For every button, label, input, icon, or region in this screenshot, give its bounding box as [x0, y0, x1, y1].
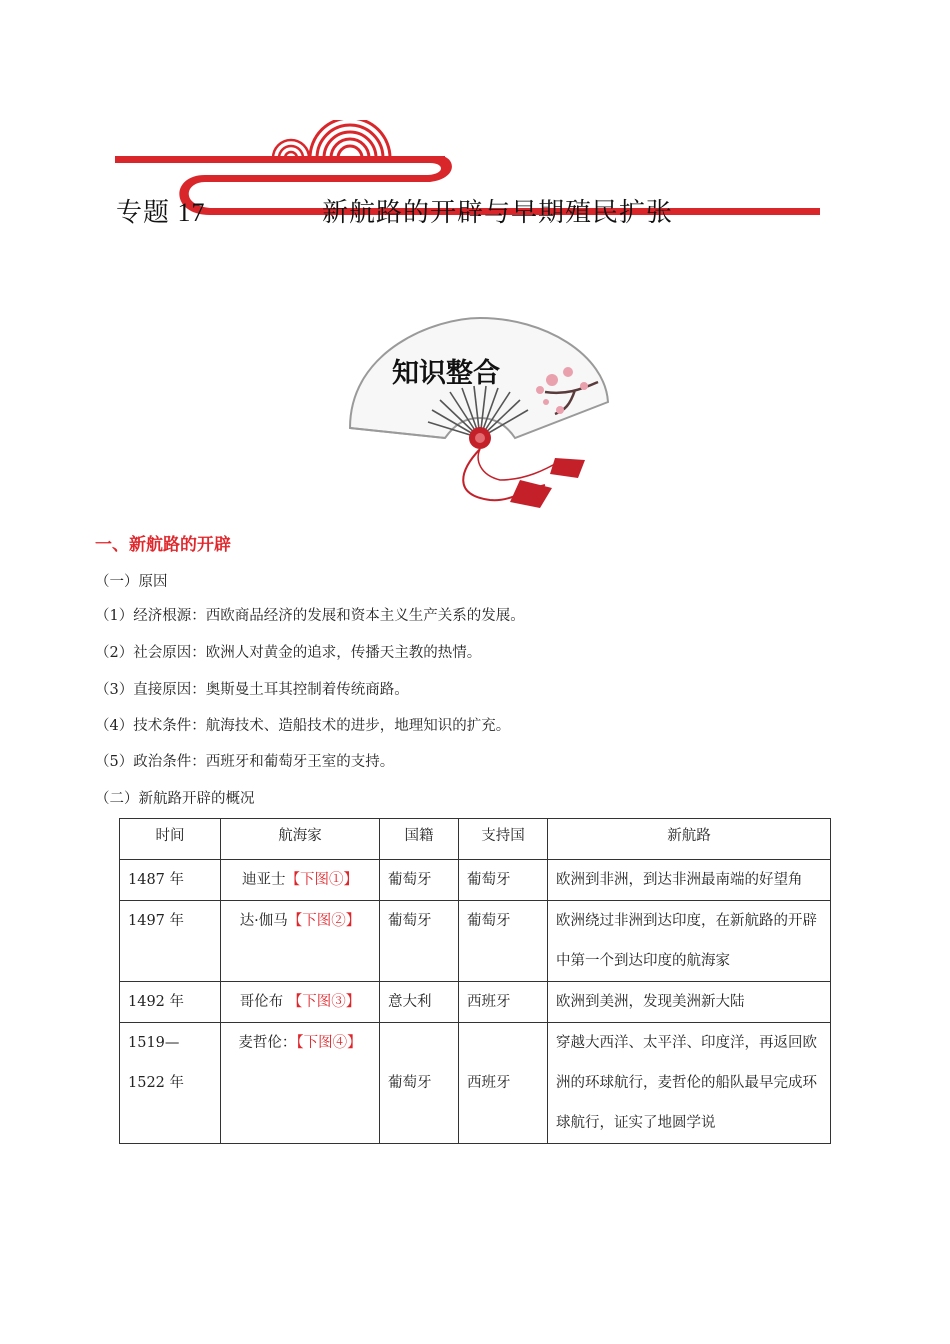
cell-time: 1487 年: [120, 860, 221, 901]
column-header-route: 新航路: [548, 819, 831, 860]
badge-text: 知识整合: [392, 358, 500, 389]
cell-sponsor: 葡萄牙: [459, 860, 548, 901]
cell-nationality: 意大利: [380, 982, 459, 1023]
subsection-overview: （二）新航路开辟的概况: [95, 791, 255, 807]
table-row: [120, 982, 831, 1023]
cell-route: 穿越大西洋、太平洋、印度洋，再返回欧洲的环球航行，麦哲伦的船队最早完成环球航行，证实了地圆学说: [548, 1023, 831, 1144]
section-heading: 一、新航路的开辟: [95, 535, 231, 555]
cell-navigator: [221, 860, 380, 901]
cell-sponsor: 西班牙: [459, 982, 548, 1023]
cell-sponsor: 西班牙: [459, 1023, 548, 1144]
cell-navigator: [221, 1023, 380, 1144]
cell-route: 欧洲到美洲，发现美洲新大陆: [548, 982, 831, 1023]
cell-navigator: [221, 901, 380, 982]
figure-note: 【下图③】: [287, 994, 361, 1010]
table-row: [120, 901, 831, 982]
cell-time: 1519—1522 年: [120, 1023, 221, 1144]
navigator-name: 达·伽马: [239, 913, 288, 929]
figure-note: 【下图④】: [296, 1035, 362, 1051]
navigator-name: 哥伦布: [239, 994, 288, 1010]
figure-note: 【下图①】: [285, 872, 358, 888]
page-title: 新航路的开辟与早期殖民扩张: [322, 198, 674, 228]
column-header-sponsor: 支持国: [459, 819, 548, 860]
cell-route: 欧洲绕过非洲到达印度，在新航路的开辟中第一个到达印度的航海家: [548, 901, 831, 982]
cell-time: 1497 年: [120, 901, 221, 982]
figure-note: 【下图②】: [287, 913, 361, 929]
navigator-name: 麦哲伦：: [238, 1035, 297, 1051]
navigator-name: 迪亚士: [242, 872, 286, 888]
voyages-table: [119, 818, 831, 1144]
cell-nationality: 葡萄牙: [380, 860, 459, 901]
column-header-time: 时间: [120, 819, 221, 860]
cell-sponsor: 葡萄牙: [459, 901, 548, 982]
table-row: [120, 1023, 831, 1144]
subsection-causes: （一）原因: [95, 574, 168, 590]
cell-route: 欧洲到非洲，到达非洲最南端的好望角: [548, 860, 831, 901]
cell-nationality: 葡萄牙: [380, 901, 459, 982]
table-row: [120, 860, 831, 901]
reason-item: （5）政治条件：西班牙和葡萄牙王室的支持。: [95, 754, 395, 770]
topic-number: 专题 17: [116, 198, 206, 227]
column-header-navigator: 航海家: [221, 819, 380, 860]
table-header-row: [120, 819, 831, 860]
reason-item: （2）社会原因：欧洲人对黄金的追求，传播天主教的热情。: [95, 645, 482, 661]
reason-item: （4）技术条件：航海技术、造船技术的进步，地理知识的扩充。: [95, 718, 511, 734]
cell-time: 1492 年: [120, 982, 221, 1023]
cell-navigator: [221, 982, 380, 1023]
reason-item: （1）经济根源：西欧商品经济的发展和资本主义生产关系的发展。: [95, 608, 525, 624]
column-header-nationality: 国籍: [380, 819, 459, 860]
fan-illustration: [340, 310, 620, 520]
cell-nationality: 葡萄牙: [380, 1023, 459, 1144]
reason-item: （3）直接原因：奥斯曼土耳其控制着传统商路。: [95, 682, 409, 698]
